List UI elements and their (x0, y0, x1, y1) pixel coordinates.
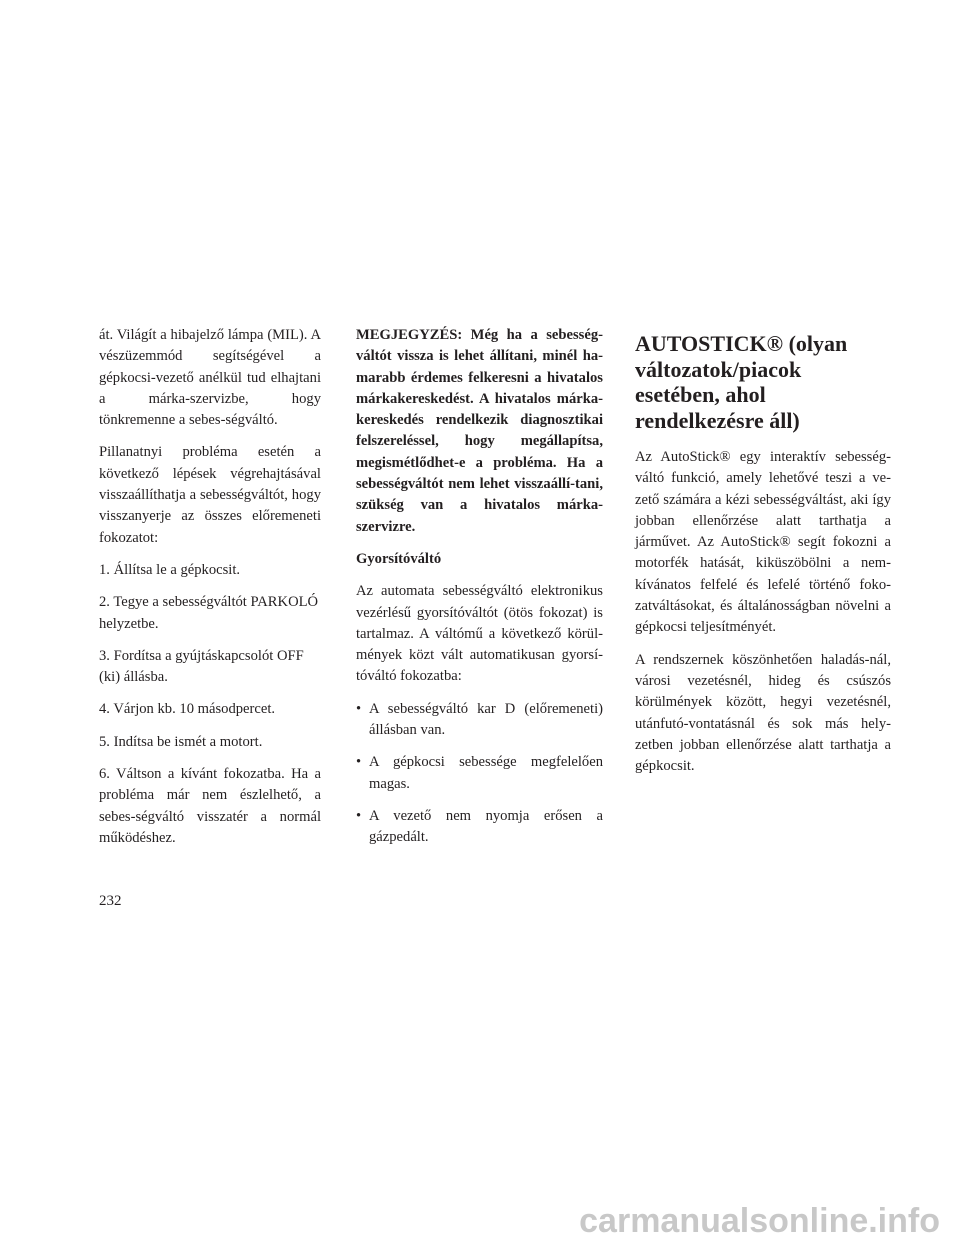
step-item: 5. Indítsa be ismét a motort. (99, 733, 263, 750)
bullet-icon: • (356, 807, 362, 824)
overdrive-conditions-list (356, 699, 603, 849)
bullet-icon: • (356, 700, 362, 717)
bullet-icon: • (356, 754, 362, 771)
list-item-text: A sebességváltó kar D (előremeneti) állásban van. (369, 700, 603, 739)
reset-steps-list (99, 560, 321, 849)
left-column (99, 325, 321, 860)
list-item (356, 699, 603, 742)
step-item: 2. Tegye a sebességváltót PARKOLÓ helyzetbe. (99, 594, 319, 632)
list-item-text: A vezető nem nyomja erősen a gázpedált. (369, 807, 603, 846)
page-number: 232 (99, 893, 122, 909)
list-item (356, 806, 603, 849)
middle-column (356, 325, 603, 860)
list-item (356, 752, 603, 795)
right-column (635, 331, 891, 788)
list-item-text: A gépkocsi sebessége megfelelően magas. (369, 754, 603, 792)
autostick-paragraph: Az AutoStick® egy interaktív sebesség-váltó funkció, amely lehetővé teszi a ve-zető számára a kézi sebességváltást, aki így jobban ellenőrzése alatt tarthatja a járművet. Az AutoStick® segít fokozni a motorfék hatását, kiküszöbölni a nem-kívánatos felfelé és lefelé történő foko-zatváltásokat, és általánosságban növelni a gépkocsi teljesítményét. (635, 449, 891, 636)
section-title: AUTOSTICK® (olyan változatok/piacok esetében, ahol rendelkezésre áll) (635, 331, 848, 433)
step-item: 1. Állítsa le a gépkocsit. (99, 561, 241, 578)
intro-paragraph: át. Világít a hibajelző lámpa (MIL). A vészüzemmód segítségével a gépkocsi-vezető anélkül tud elhajtani a márka-szervizbe, hogy tönkremenne a sebes-ségváltó. (99, 327, 321, 429)
reset-instructions-paragraph: Pillanatnyi probléma esetén a következő lépések végrehajtásával visszaállíthatja a sebességváltót, hogy visszanyerje az összes előremeneti fokozatot: (99, 444, 321, 546)
step-item: 6. Váltson a kívánt fokozatba. Ha a probléma már nem észlelhető, a sebes-ségváltó visszatér a normál működéshez. (99, 766, 321, 846)
step-item: 3. Fordítsa a gyújtáskapcsolót OFF (ki) állásba. (99, 647, 304, 686)
overdrive-heading: Gyorsítóváltó (356, 550, 442, 567)
note-paragraph: MEGJEGYZÉS: Még ha a sebesség-váltót vissza is lehet állítani, minél ha-marabb érdemes felkeresni a hivatalos márkakereskedést. A hivatalos márka-kereskedés rendelkezik diagnosztikai felszereléssel, hogy megállapítsa, megismétlődhet-e a probléma. Ha a sebességváltót nem lehet visszaállí-tani, szükség van a hivatalos márka-szervizre. (356, 327, 603, 535)
watermark-text: carmanualsonline.info (579, 1204, 940, 1240)
step-item: 4. Várjon kb. 10 másodpercet. (99, 701, 276, 718)
watermark-logo (0, 1204, 960, 1242)
overdrive-paragraph: Az automata sebességváltó elektronikus vezérlésű gyorsítóváltót (ötös fokozat) is tartalmaz. A váltómű a következő körül-mények közt vált automatikusan gyorsí-tóváltó fokozatba: (356, 583, 603, 685)
autostick-usage-paragraph: A rendszernek köszönhetően haladás-nál, városi vezetésnél, hideg és csúszós körülmények között, hegyi vezetésnél, utánfutó-vontatásnál és sok más hely-zetben jobban ellenőrzése alatt tarthatja a gépkocsit. (635, 651, 891, 775)
